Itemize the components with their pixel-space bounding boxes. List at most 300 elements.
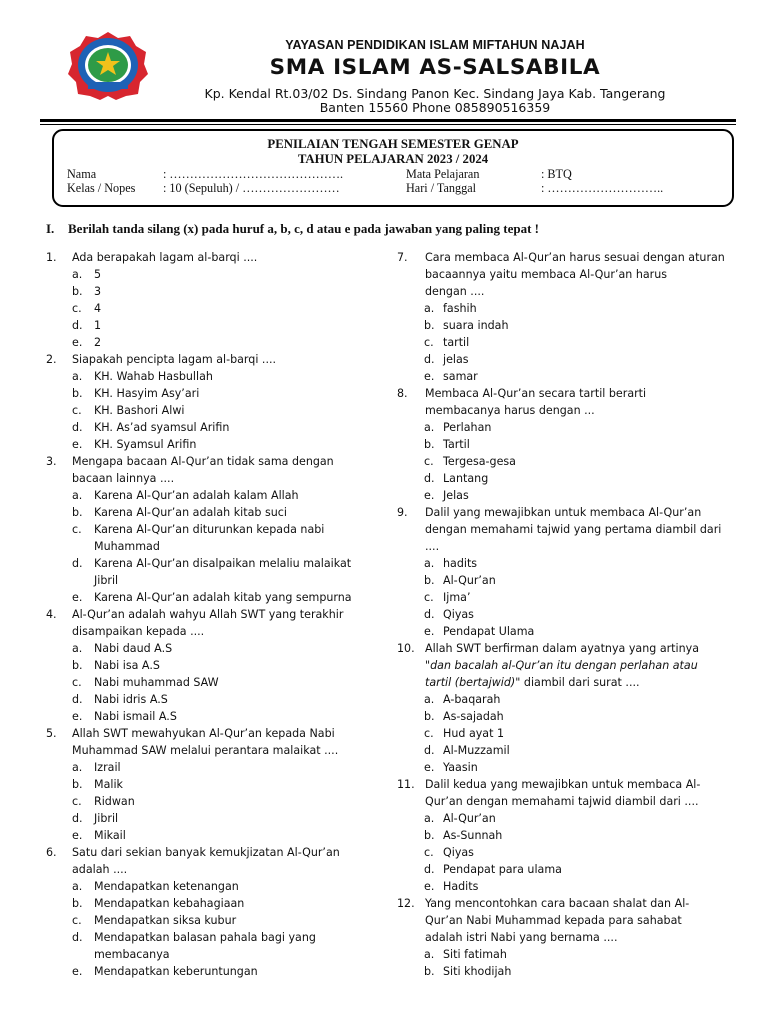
option-text — [94, 929, 364, 963]
answer-option[interactable] — [397, 708, 731, 725]
option-text — [94, 589, 364, 606]
question-text-line: Membaca Al-Qur’an secara tartil berarti — [425, 387, 647, 400]
option-letter: c. — [72, 795, 82, 808]
question-text-line: bacaannya yaitu membaca Al-Qur’an harus — [425, 268, 668, 281]
option-text-line: Mendapatkan keberuntungan — [94, 965, 258, 978]
question-text — [397, 385, 731, 419]
option-text — [443, 878, 731, 895]
section-instruction — [46, 221, 539, 237]
option-letter: e. — [72, 438, 83, 451]
option-letter: e. — [72, 829, 83, 842]
option-text — [94, 912, 364, 929]
option-text-line: Al-Muzzamil — [443, 744, 510, 757]
question-number: 4. — [46, 608, 57, 621]
answer-option[interactable] — [46, 929, 364, 963]
option-letter: a. — [72, 761, 83, 774]
option-text — [443, 742, 731, 759]
option-text — [443, 317, 731, 334]
option-letter: b. — [72, 778, 83, 791]
option-letter: d. — [72, 931, 83, 944]
option-letter: c. — [72, 302, 82, 315]
option-letter: b. — [424, 319, 435, 332]
hari-field[interactable]: : ……………………….. — [541, 181, 664, 195]
answer-option[interactable] — [46, 402, 364, 419]
option-text-line: Mendapatkan siksa kubur — [94, 914, 237, 927]
option-text — [443, 300, 731, 317]
question-text — [397, 776, 731, 810]
question-item — [397, 385, 731, 504]
answer-option[interactable] — [46, 419, 364, 436]
option-text — [94, 793, 364, 810]
answer-option[interactable] — [397, 334, 731, 351]
option-letter: d. — [72, 319, 83, 332]
exam-info-box — [52, 129, 734, 207]
option-text — [94, 555, 364, 589]
option-text — [94, 334, 364, 351]
option-text-line: Hud ayat 1 — [443, 727, 505, 740]
option-text — [94, 657, 364, 674]
question-item — [46, 844, 364, 980]
option-letter: d. — [72, 812, 83, 825]
option-letter: d. — [424, 353, 435, 366]
question-text-tail: diambil dari surat .... — [520, 676, 640, 689]
option-text-line: Siti khodijah — [443, 965, 512, 978]
answer-option[interactable] — [397, 436, 731, 453]
answer-option[interactable] — [397, 487, 731, 504]
option-text-line: KH. Wahab Hasbullah — [94, 370, 213, 383]
option-letter: d. — [424, 608, 435, 621]
option-letter: b. — [424, 438, 435, 451]
option-letter: a. — [424, 421, 435, 434]
answer-option[interactable] — [46, 521, 364, 555]
option-letter: c. — [72, 404, 82, 417]
option-text — [94, 300, 364, 317]
answer-option[interactable] — [46, 487, 364, 504]
option-letter: b. — [424, 710, 435, 723]
option-text — [94, 759, 364, 776]
answer-option[interactable] — [397, 844, 731, 861]
option-text-line: As-Sunnah — [443, 829, 503, 842]
answer-option[interactable] — [46, 674, 364, 691]
mapel-value: : BTQ — [541, 167, 572, 181]
option-text-line: 5 — [94, 268, 102, 281]
answer-option[interactable] — [46, 691, 364, 708]
option-letter: d. — [72, 693, 83, 706]
question-item — [46, 351, 364, 453]
option-text-line: Ijma’ — [443, 591, 471, 604]
exam-title: PENILAIAN TENGAH SEMESTER GENAP — [267, 137, 519, 151]
mapel-label: Mata Pelajaran — [406, 167, 480, 181]
option-text — [443, 419, 731, 436]
question-text-line: adalah istri Nabi yang bernama .... — [425, 931, 618, 944]
question-text-line: membacanya harus dengan ... — [425, 404, 595, 417]
answer-option[interactable] — [397, 742, 731, 759]
option-letter: d. — [424, 744, 435, 757]
question-number: 7. — [397, 251, 408, 264]
question-text-line: Allah SWT berfirman dalam ayatnya yang artinya — [425, 642, 700, 655]
question-text-line: disampaikan kepada .... — [72, 625, 205, 638]
question-number: 8. — [397, 387, 408, 400]
option-text — [443, 725, 731, 742]
question-text-line: Qur’an dengan memahami tajwid diambil dari .... — [425, 795, 699, 808]
option-letter: e. — [72, 710, 83, 723]
question-text-line: dengan .... — [425, 285, 485, 298]
answer-option[interactable] — [46, 283, 364, 300]
question-text-line: dengan memahami tajwid yang pertama diambil dari — [425, 523, 722, 536]
option-text-line: Mendapatkan kebahagiaan — [94, 897, 245, 910]
option-letter: a. — [72, 489, 83, 502]
option-text — [443, 487, 731, 504]
option-text-line: Qiyas — [443, 608, 474, 621]
option-text — [94, 317, 364, 334]
option-letter: a. — [424, 302, 435, 315]
option-letter: c. — [72, 676, 82, 689]
option-text-line: Mendapatkan ketenangan — [94, 880, 239, 893]
answer-option[interactable] — [46, 385, 364, 402]
option-text-line: Pendapat para ulama — [443, 863, 562, 876]
kelas-label: Kelas / Nopes — [67, 181, 136, 195]
option-text-line: Qiyas — [443, 846, 474, 859]
answer-option[interactable] — [397, 453, 731, 470]
option-text-line: tartil — [443, 336, 470, 349]
question-text-line: Yang mencontohkan cara bacaan shalat dan Al- — [425, 897, 690, 910]
option-text — [94, 895, 364, 912]
question-number: 1. — [46, 251, 57, 264]
question-text — [46, 725, 364, 759]
option-text-line: fashih — [443, 302, 477, 315]
hari-label: Hari / Tanggal — [406, 181, 476, 195]
option-letter: a. — [424, 812, 435, 825]
question-number: 5. — [46, 727, 57, 740]
option-text-line: Nabi daud A.S — [94, 642, 173, 655]
question-text — [397, 640, 731, 691]
option-letter: d. — [424, 863, 435, 876]
option-letter: a. — [72, 268, 83, 281]
answer-option[interactable] — [397, 589, 731, 606]
question-text — [397, 895, 731, 946]
exam-year: TAHUN PELAJARAN 2023 / 2024 — [297, 152, 489, 166]
option-text-line: Mendapatkan balasan pahala bagi yang — [94, 931, 316, 944]
kelas-field[interactable]: : 10 (Sepuluh) / …………………… — [163, 181, 340, 195]
option-text — [443, 963, 731, 980]
question-text-line: Dalil yang mewajibkan untuk membaca Al-Qur’an — [425, 506, 702, 519]
question-text-line: Cara membaca Al-Qur’an harus sesuai dengan aturan — [425, 251, 725, 264]
option-text — [443, 844, 731, 861]
answer-option[interactable] — [46, 759, 364, 776]
option-text — [94, 640, 364, 657]
question-text-line: .... — [425, 540, 440, 553]
question-item — [397, 895, 731, 980]
option-letter: b. — [72, 659, 83, 672]
address-line-2: Banten 15560 Phone 085890516359 — [319, 100, 551, 115]
option-letter: b. — [72, 387, 83, 400]
answer-option[interactable] — [397, 810, 731, 827]
option-text-line: Nabi muhammad SAW — [94, 676, 219, 689]
option-text-line: jelas — [443, 353, 469, 366]
option-text-line: Nabi isa A.S — [94, 659, 160, 672]
option-text — [94, 419, 364, 436]
option-text — [443, 861, 731, 878]
option-text-line: A-baqarah — [443, 693, 501, 706]
question-text — [46, 844, 364, 878]
option-text-line: hadits — [443, 557, 478, 570]
option-text-line: Tartil — [443, 438, 470, 451]
option-text-line: 1 — [94, 319, 102, 332]
answer-option[interactable] — [397, 317, 731, 334]
answer-option[interactable] — [46, 334, 364, 351]
question-item — [397, 640, 731, 776]
answer-option[interactable] — [46, 555, 364, 589]
instruction-text: Berilah tanda silang (x) pada huruf a, b, c, d atau e pada jawaban yang paling tepat ! — [68, 221, 539, 236]
answer-option[interactable] — [46, 317, 364, 334]
option-text — [443, 589, 731, 606]
option-letter: d. — [72, 421, 83, 434]
answer-option[interactable] — [397, 368, 731, 385]
option-text-line: Karena Al-Qur’an diturunkan kepada nabi — [94, 523, 325, 536]
option-text-line: Nabi ismail A.S — [94, 710, 177, 723]
option-text — [94, 810, 364, 827]
option-text-line: Muhammad — [94, 540, 160, 553]
option-text — [443, 436, 731, 453]
question-number: 9. — [397, 506, 408, 519]
answer-option[interactable] — [46, 708, 364, 725]
option-letter: d. — [424, 472, 435, 485]
question-number: 11. — [397, 778, 415, 791]
option-text — [443, 470, 731, 487]
answer-option[interactable] — [46, 810, 364, 827]
option-text-line: Lantang — [443, 472, 489, 485]
question-text-line: Ada berapakah lagam al-barqi .... — [72, 251, 258, 264]
header-divider-thin — [40, 124, 736, 125]
option-letter: c. — [424, 727, 434, 740]
nama-label: Nama — [67, 167, 97, 181]
logo-emblem — [68, 32, 148, 100]
option-letter: b. — [72, 897, 83, 910]
option-text-line: Al-Qur’an — [443, 812, 496, 825]
option-text — [94, 674, 364, 691]
school-name: SMA ISLAM AS-SALSABILA — [269, 55, 601, 80]
answer-option[interactable] — [397, 759, 731, 776]
option-text — [443, 708, 731, 725]
option-text-line: KH. Bashori Alwi — [94, 404, 185, 417]
option-text — [443, 623, 731, 640]
answer-option[interactable] — [46, 300, 364, 317]
answer-option[interactable] — [397, 606, 731, 623]
option-text — [94, 521, 364, 555]
option-text-line: As-sajadah — [443, 710, 504, 723]
option-letter: e. — [424, 489, 435, 502]
option-text — [443, 810, 731, 827]
option-text — [94, 708, 364, 725]
nama-field[interactable]: : ……………………………………. — [163, 167, 344, 181]
answer-option[interactable] — [46, 504, 364, 521]
option-text-line: Karena Al-Qur’an disalpaikan melaliu malaikat — [94, 557, 352, 570]
answer-option[interactable] — [397, 861, 731, 878]
question-item — [46, 725, 364, 844]
answer-option[interactable] — [397, 470, 731, 487]
option-text — [443, 606, 731, 623]
question-text-line: Qur’an Nabi Muhammad kepada para sahabat — [425, 914, 682, 927]
answer-option[interactable] — [46, 266, 364, 283]
option-text-line: KH. Syamsul Arifin — [94, 438, 197, 451]
option-text — [443, 572, 731, 589]
option-letter: a. — [72, 880, 83, 893]
answer-option[interactable] — [46, 657, 364, 674]
option-text-line: Jibril — [94, 574, 119, 587]
question-number: 10. — [397, 642, 415, 655]
option-text-line: Yaasin — [443, 761, 478, 774]
answer-option[interactable] — [397, 623, 731, 640]
question-text-line: bacaan lainnya .... — [72, 472, 175, 485]
question-number: 2. — [46, 353, 57, 366]
answer-option[interactable] — [46, 793, 364, 810]
section-number: I. — [46, 221, 55, 236]
question-item — [397, 249, 731, 385]
option-text-line: Jibril — [94, 812, 119, 825]
answer-option[interactable] — [397, 878, 731, 895]
option-text-line: Al-Qur’an — [443, 574, 496, 587]
answer-option[interactable] — [46, 895, 364, 912]
answer-option[interactable] — [397, 946, 731, 963]
option-text — [94, 504, 364, 521]
option-text — [94, 691, 364, 708]
answer-option[interactable] — [46, 368, 364, 385]
option-letter: e. — [72, 965, 83, 978]
option-text-line: 4 — [94, 302, 102, 315]
question-column-left — [46, 249, 364, 980]
option-text-line: 3 — [94, 285, 102, 298]
question-text-line: Satu dari sekian banyak kemukjizatan Al-Qur’an — [72, 846, 340, 859]
question-item — [397, 776, 731, 895]
option-text — [94, 827, 364, 844]
option-text — [94, 385, 364, 402]
answer-option[interactable] — [397, 419, 731, 436]
option-text-line: Karena Al-Qur’an adalah kitab suci — [94, 506, 287, 519]
answer-option[interactable] — [46, 827, 364, 844]
option-text — [443, 351, 731, 368]
option-text — [443, 334, 731, 351]
option-text-line: membacanya — [94, 948, 170, 961]
question-text-line: Allah SWT mewahyukan Al-Qur’an kepada Nabi — [72, 727, 335, 740]
quoted-verse-line — [425, 674, 731, 691]
answer-option[interactable] — [397, 351, 731, 368]
question-number: 12. — [397, 897, 415, 910]
option-letter: e. — [424, 625, 435, 638]
quoted-verse: "dan bacalah al-Qur’an itu dengan perlahan atau — [425, 659, 698, 672]
option-letter: e. — [72, 591, 83, 604]
question-text-line: Mengapa bacaan Al-Qur’an tidak sama dengan — [72, 455, 334, 468]
question-text-line: Siapakah pencipta lagam al-barqi .... — [72, 353, 277, 366]
option-text-line: 2 — [94, 336, 102, 349]
option-text — [94, 266, 364, 283]
quoted-verse: tartil (bertajwid)" — [425, 676, 521, 689]
option-text — [94, 878, 364, 895]
option-letter: e. — [424, 370, 435, 383]
question-column-right — [397, 249, 731, 980]
option-text — [94, 776, 364, 793]
answer-option[interactable] — [397, 725, 731, 742]
option-letter: a. — [424, 948, 435, 961]
option-text — [443, 946, 731, 963]
option-letter: b. — [424, 829, 435, 842]
option-letter: a. — [72, 370, 83, 383]
option-text-line: Tergesa-gesa — [443, 455, 516, 468]
answer-option[interactable] — [397, 691, 731, 708]
option-text-line: KH. Hasyim Asy’ari — [94, 387, 200, 400]
option-text — [443, 759, 731, 776]
option-text — [94, 368, 364, 385]
answer-option[interactable] — [397, 827, 731, 844]
option-text-line: Mikail — [94, 829, 126, 842]
option-text — [443, 691, 731, 708]
option-text-line: Siti fatimah — [443, 948, 507, 961]
question-text — [46, 606, 364, 640]
answer-option[interactable] — [46, 912, 364, 929]
option-text-line: samar — [443, 370, 478, 383]
question-text-line: Dalil kedua yang mewajibkan untuk membaca Al- — [425, 778, 701, 791]
question-text — [46, 453, 364, 487]
question-text-line: Al-Qur’an adalah wahyu Allah SWT yang terakhir — [72, 608, 344, 621]
option-text — [443, 555, 731, 572]
option-text-line: Perlahan — [443, 421, 492, 434]
question-number: 3. — [46, 455, 57, 468]
option-text — [443, 368, 731, 385]
answer-option[interactable] — [397, 572, 731, 589]
option-letter: c. — [424, 336, 434, 349]
option-letter: b. — [424, 574, 435, 587]
question-number: 6. — [46, 846, 57, 859]
school-logo — [66, 30, 150, 100]
question-text-line: adalah .... — [72, 863, 128, 876]
answer-option[interactable] — [46, 878, 364, 895]
answer-option[interactable] — [46, 776, 364, 793]
answer-option[interactable] — [46, 436, 364, 453]
header-divider-thick — [40, 119, 736, 122]
question-item — [397, 504, 731, 640]
option-text-line: Izrail — [94, 761, 121, 774]
question-text — [397, 249, 731, 300]
option-letter: d. — [72, 557, 83, 570]
option-letter: e. — [424, 761, 435, 774]
option-text-line: Hadits — [443, 880, 479, 893]
option-letter: a. — [72, 642, 83, 655]
answer-option[interactable] — [397, 963, 731, 980]
option-text — [443, 453, 731, 470]
question-text-line: Muhammad SAW melalui perantara malaikat .... — [72, 744, 339, 757]
option-text-line: Malik — [94, 778, 123, 791]
answer-option[interactable] — [46, 963, 364, 980]
option-text-line: KH. As’ad syamsul Arifin — [94, 421, 230, 434]
question-item — [46, 249, 364, 351]
answer-option[interactable] — [46, 589, 364, 606]
option-letter: c. — [424, 591, 434, 604]
option-letter: e. — [72, 336, 83, 349]
option-text — [443, 827, 731, 844]
question-item — [46, 606, 364, 725]
answer-option[interactable] — [397, 555, 731, 572]
answer-option[interactable] — [397, 300, 731, 317]
option-text — [94, 963, 364, 980]
option-letter: c. — [72, 523, 82, 536]
answer-option[interactable] — [46, 640, 364, 657]
option-letter: b. — [72, 506, 83, 519]
option-text-line: Ridwan — [94, 795, 135, 808]
option-text-line: suara indah — [443, 319, 509, 332]
question-item — [46, 453, 364, 606]
option-text-line: Jelas — [443, 489, 469, 502]
question-text — [46, 351, 364, 368]
option-letter: c. — [424, 455, 434, 468]
